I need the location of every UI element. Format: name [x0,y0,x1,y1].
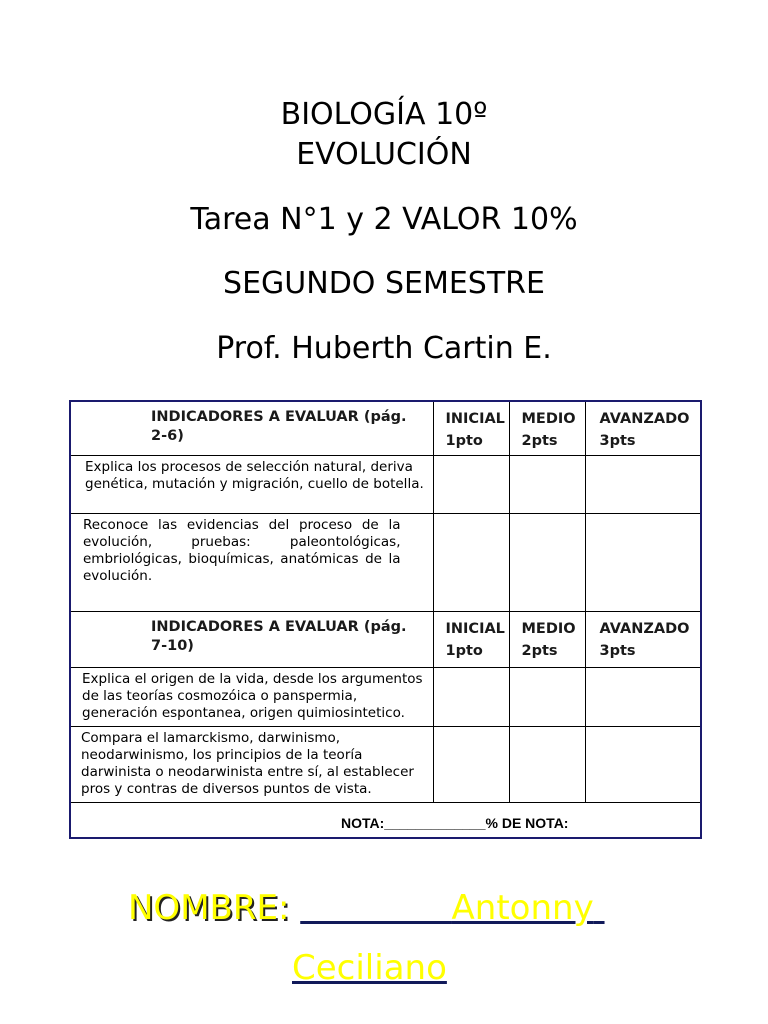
indicator-description: Explica el origen de la vida, desde los argumentos de las teorías cosmozóica o panspermia, generación espontanea, origen quimiosintetico. [70,667,433,726]
level-name: MEDIO [521,620,576,637]
level-name: MEDIO [521,411,576,427]
indicator-header: INDICADORES A EVALUAR (pág. 2-6) [70,401,433,455]
score-cell-avanzado [585,455,701,513]
level-points: 3pts [599,433,636,449]
score-cell-medio [509,513,585,611]
level-medio-header [509,401,585,455]
subject-title: BIOLOGÍA 10º [280,97,488,132]
level-avanzado-header [585,611,701,667]
score-cell-inicial [433,726,509,802]
level-medio-header [509,611,585,667]
name-last: Ceciliano [292,948,447,988]
score-cell-medio [509,455,585,513]
level-inicial-header [433,611,509,667]
rubric-header-row-1 [70,401,701,455]
table-row [70,667,701,726]
level-points: 2pts [521,433,558,449]
indicator-description: Compara el lamarckismo, darwinismo, neodarwinismo, los principios de la teoría darwinista o neodarwinista entre sí, al establecer pros y contras de diversos puntos de vista. [70,726,433,802]
level-avanzado-header [585,401,701,455]
table-row [70,455,701,513]
level-name: AVANZADO [599,620,690,637]
level-points: 1pto [445,433,483,449]
score-cell-inicial [433,455,509,513]
level-inicial-header [433,401,509,455]
score-cell-inicial [433,513,509,611]
score-cell-avanzado [585,726,701,802]
score-cell-medio [509,667,585,726]
level-name: INICIAL [445,411,505,427]
level-points: 1pto [445,642,483,659]
table-row [70,726,701,802]
assignment-title: Tarea N°1 y 2 VALOR 10% [190,202,578,237]
score-cell-avanzado [585,667,701,726]
indicator-description: Reconoce las evidencias del proceso de la evolución, pruebas: paleontológicas, embriológicas, bioquímicas, anatómicas de la evolución. [70,513,433,611]
name-first: Antonny [451,888,594,928]
topic-title: EVOLUCIÓN [296,137,472,172]
score-cell-avanzado [585,513,701,611]
indicator-header: INDICADORES A EVALUAR (pág. 7-10) [70,611,433,667]
score-cell-medio [509,726,585,802]
level-points: 3pts [599,642,636,659]
semester-title: SEGUNDO SEMESTRE [223,266,545,301]
indicator-description: Explica los procesos de selección natural, deriva genética, mutación y migración, cuello de botella. [70,455,433,513]
level-points: 2pts [521,642,558,659]
level-name: INICIAL [445,620,505,637]
nota-row [70,802,701,838]
score-cell-inicial [433,667,509,726]
student-name-line-2 [292,948,447,988]
name-label: NOMBRE: [128,888,290,928]
table-row [70,513,701,611]
level-name: AVANZADO [599,411,690,427]
rubric-header-row-2 [70,611,701,667]
grade-line: NOTA:_____________% DE NOTA: [70,802,701,838]
evaluation-rubric-table [69,400,702,839]
student-name-line [128,888,605,928]
teacher-name: Prof. Huberth Cartin E. [216,331,552,366]
